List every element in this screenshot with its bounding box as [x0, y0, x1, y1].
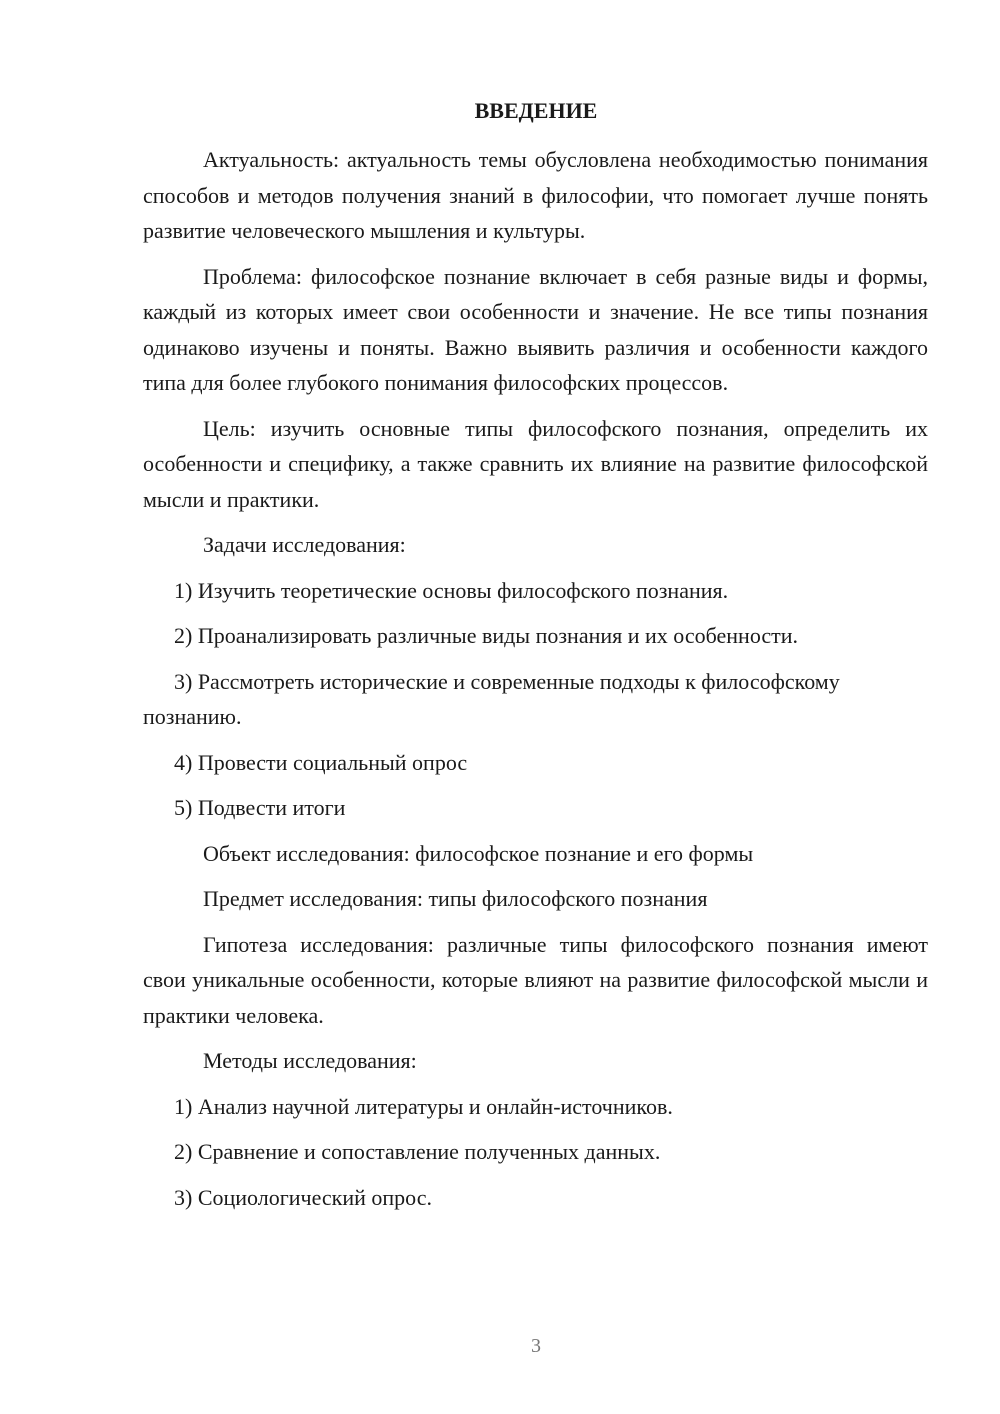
- task-item-5: 5) Подвести итоги: [174, 795, 346, 820]
- paragraph-subject: Предмет исследования: типы философского познания: [203, 886, 708, 911]
- paragraph-object: Объект исследования: философское познание и его формы: [203, 840, 754, 866]
- document-body: [143, 142, 928, 1225]
- method-item-1: 1) Анализ научной литературы и онлайн-источников.: [174, 1093, 673, 1119]
- tasks-title: Задачи исследования:: [203, 532, 406, 557]
- methods-title: Методы исследования:: [203, 1048, 417, 1073]
- paragraph-relevance: Актуальность: актуальность темы обусловлена необходимостью понимания способов и методов получения знаний в философии, что помогает лучше понять развитие человеческого мышления и культуры.: [143, 147, 928, 243]
- method-item-3: 3) Социологический опрос.: [174, 1184, 432, 1210]
- task-item-4: 4) Провести социальный опрос: [174, 749, 468, 775]
- task-item-3: 3) Рассмотреть исторические и современные подходы к философскому познанию.: [143, 668, 840, 729]
- paragraph-hypothesis: Гипотеза исследования: различные типы философского познания имеют свои уникальные особенности, которые влияют на развитие философской мысли и практики человека.: [143, 931, 928, 1028]
- task-item-2: 2) Проанализировать различные виды познания и их особенности.: [174, 623, 799, 648]
- task-item-1: 1) Изучить теоретические основы философского познания.: [174, 577, 729, 603]
- page-title: ВВЕДЕНИЕ: [474, 98, 598, 123]
- paragraph-goal: Цель: изучить основные типы философского познания, определить их особенности и специфику, а также сравнить их влияние на развитие философской мысли и практики.: [143, 415, 928, 512]
- method-item-2: 2) Сравнение и сопоставление полученных данных.: [174, 1139, 661, 1164]
- page-number: 3: [531, 1335, 541, 1357]
- paragraph-problem: Проблема: философское познание включает в себя разные виды и формы, каждый из которых имеет свои особенности и значение. Не все типы познания одинаково изучены и поняты. Важно выявить различия и особенности каждого типа для более глубокого понимания философских процессов.: [143, 263, 928, 395]
